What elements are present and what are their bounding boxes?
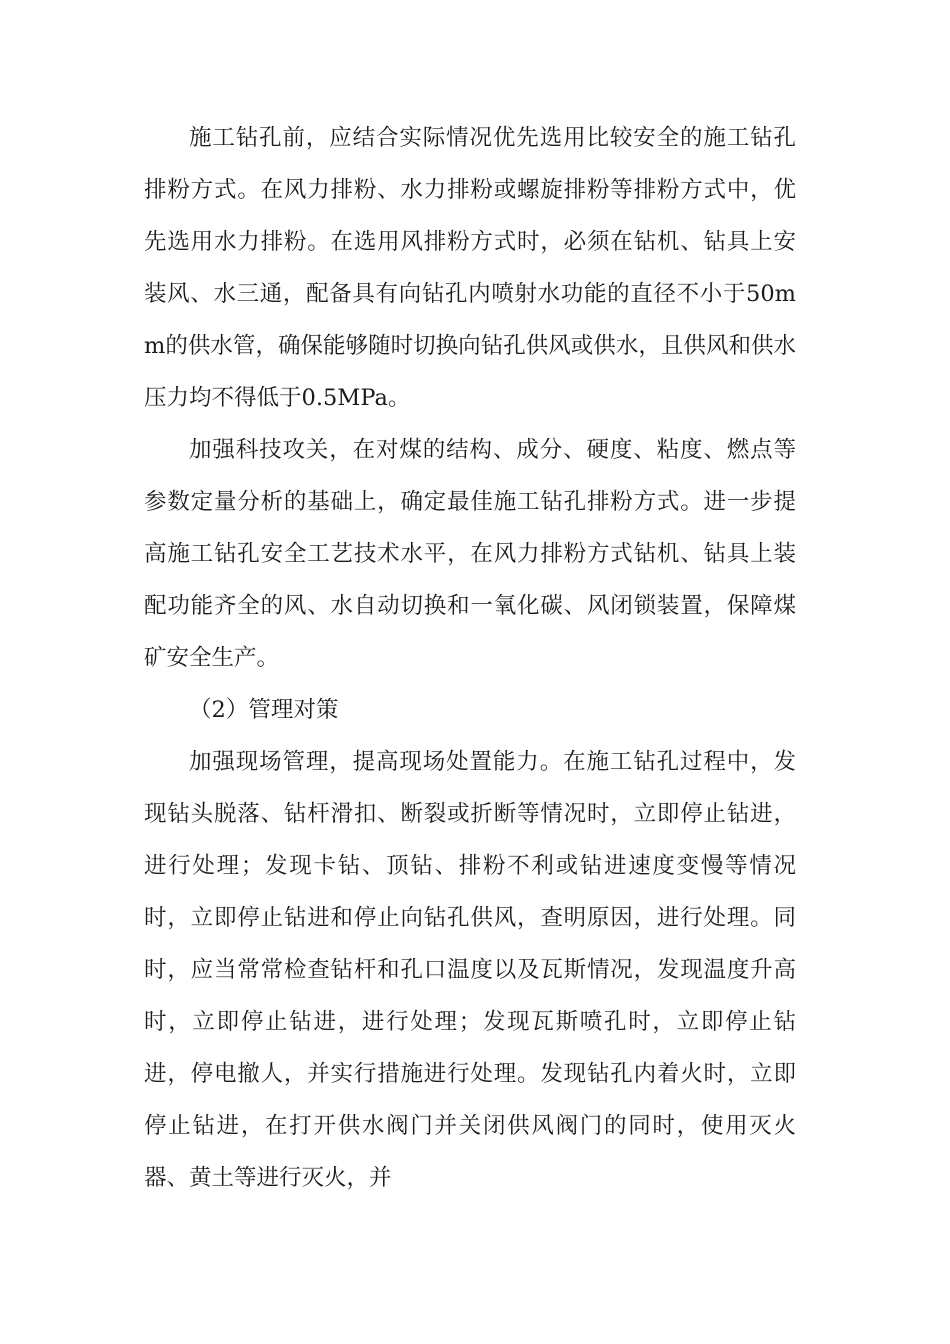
section-heading-management: （2）管理对策	[189, 697, 339, 723]
paragraph-site-management: 加强现场管理，提高现场处置能力。在施工钻孔过程中，发现钻头脱落、钻杆滑扣、断裂或折断等情况时，立即停止钻进，进行处理；发现卡钻、顶钻、排粉不利或钻进速度变慢等情况时，立即停止钻进和停止向钻孔供风，查明原因，进行处理。同时，应当常常检查钻杆和孔口温度以及瓦斯情况，发现温度升高时，立即停止钻进，进行处理；发现瓦斯喷孔时，立即停止钻进，停电撤人，并实行措施进行处理。发现钻孔内着火时，立即停止钻进，在打开供水阀门并关闭供风阀门的同时，使用灭火器、黄土等进行灭火，并	[144, 749, 796, 1191]
paragraph-technology-research: 加强科技攻关，在对煤的结构、成分、硬度、粘度、燃点等参数定量分析的基础上，确定最佳施工钻孔排粉方式。进一步提高施工钻孔安全工艺技术水平，在风力排粉方式钻机、钻具上装配功能齐全的风、水自动切换和一氧化碳、风闭锁装置，保障煤矿安全生产。	[144, 437, 796, 671]
paragraph-drill-dust-removal: 施工钻孔前，应结合实际情况优先选用比较安全的施工钻孔排粉方式。在风力排粉、水力排粉或螺旋排粉等排粉方式中，优先选用水力排粉。在选用风排粉方式时，必须在钻机、钻具上安装风、水三通，配备具有向钻孔内喷射水功能的直径不小于50mm的供水管，确保能够随时切换向钻孔供风或供水，且供风和供水压力均不得低于0.5MPa。	[144, 125, 796, 411]
document-body	[144, 112, 796, 1204]
